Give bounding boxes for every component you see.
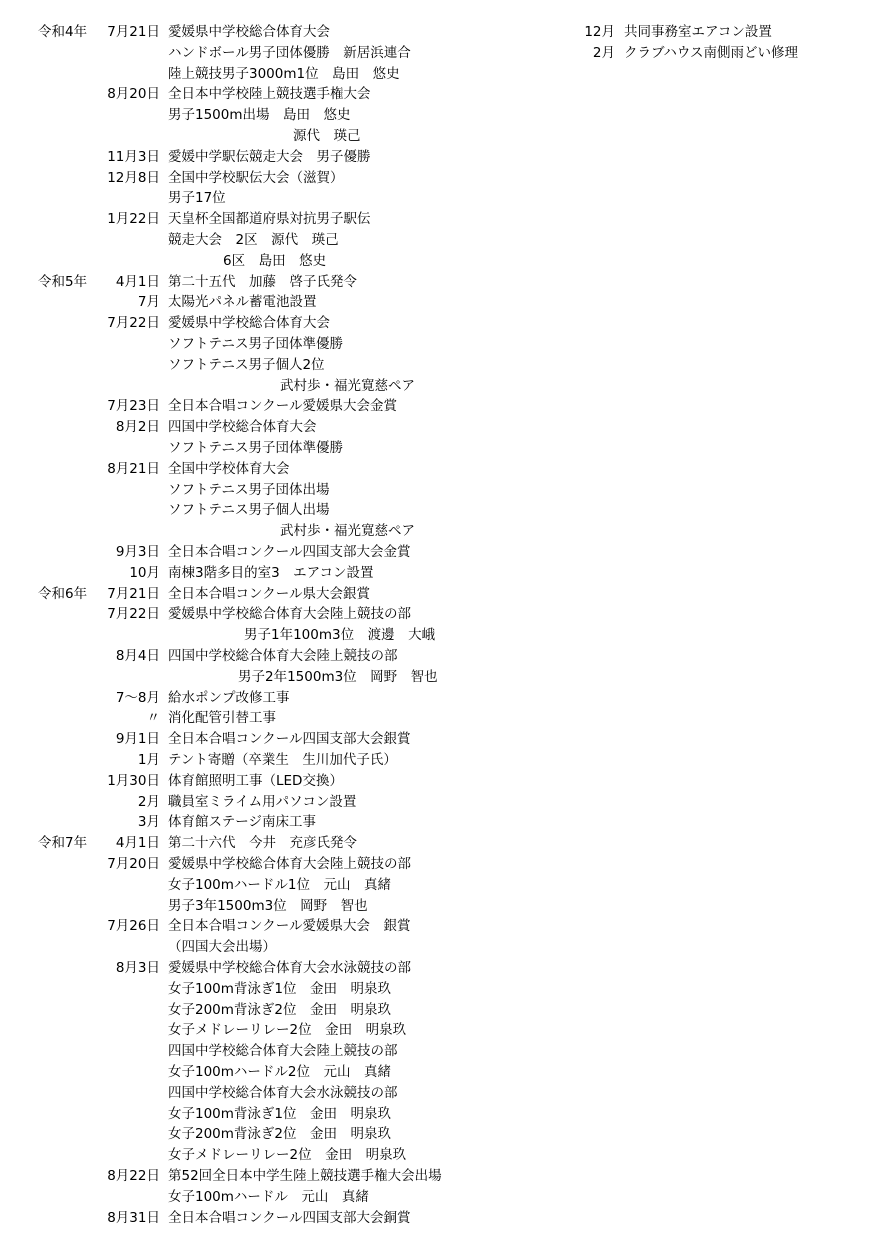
entry-text: 女子100mハードル1位 元山 真緒 [168, 876, 392, 893]
history-entry [0, 584, 886, 605]
entry-text: 陸上競技男子3000m1位 島田 悠史 [168, 65, 400, 82]
entry-text: 体育館ステージ南床工事 [168, 814, 316, 831]
history-entry [0, 729, 886, 750]
entry-text: ソフトテニス男子個人出場 [168, 502, 330, 519]
entry-text: 武村歩・福光寛慈ペア [280, 377, 415, 394]
history-entry [0, 792, 886, 813]
history-entry [0, 1145, 886, 1166]
history-entry [0, 625, 886, 646]
history-entry [0, 958, 886, 979]
history-entry [0, 1083, 886, 1104]
entry-date: 7月26日 [107, 918, 160, 935]
history-entry [0, 126, 886, 147]
entry-text: 体育館照明工事（LED交換） [168, 772, 343, 789]
entry-text: テント寄贈（卒業生 生川加代子氏） [168, 752, 397, 768]
entry-text: 四国中学校総合体育大会 [168, 419, 317, 436]
entry-text: 男子3年1500m3位 岡野 智也 [168, 897, 368, 914]
history-entry [0, 875, 886, 896]
entry-text: 男子2年1500m3位 岡野 智也 [238, 668, 438, 685]
entry-text: 消化配管引替工事 [168, 710, 276, 727]
history-entry [0, 646, 886, 667]
history-entry [0, 854, 886, 875]
entry-text: 第二十五代 加藤 啓子氏発令 [168, 273, 357, 290]
entry-text: ソフトテニス男子団体準優勝 [168, 336, 343, 352]
entry-text: 全日本合唱コンクール四国支部大会銅賞 [168, 1209, 411, 1226]
entry-date: 7月 [137, 294, 160, 311]
entry-text: 女子100mハードル 元山 真緒 [168, 1188, 369, 1205]
history-entry [0, 667, 886, 688]
entry-text: 給水ポンプ改修工事 [168, 689, 290, 706]
entry-date: 8月22日 [107, 1168, 160, 1184]
history-entry [0, 688, 886, 709]
entry-text: 全日本合唱コンクール愛媛県大会金賞 [168, 398, 397, 415]
entry-date: 11月3日 [107, 148, 160, 165]
entry-text: 愛媛県中学校総合体育大会水泳競技の部 [168, 960, 411, 976]
history-entry [0, 750, 886, 771]
entry-text: 全国中学校体育大会 [168, 460, 290, 477]
entry-text: 女子100m背泳ぎ1位 金田 明泉玖 [168, 1105, 392, 1122]
entry-date: 7月20日 [107, 856, 160, 872]
era-label: 令和6年 [38, 585, 88, 602]
era-label: 令和7年 [38, 835, 88, 852]
history-entry [0, 147, 886, 168]
entry-text: 女子200m背泳ぎ2位 金田 明泉玖 [168, 1126, 392, 1143]
entry-text: 全日本合唱コンクール愛媛県大会 銀賞 [168, 918, 411, 935]
history-entry [0, 542, 886, 563]
entry-text: 愛媛県中学校総合体育大会陸上競技の部 [168, 606, 411, 623]
entry-text: 南棟3階多目的室3 エアコン設置 [168, 564, 374, 581]
entry-text: 愛媛県中学校総合体育大会 [168, 24, 330, 40]
entry-text: 太陽光パネル蓄電池設置 [168, 294, 317, 311]
history-entry [0, 272, 886, 293]
history-entry [0, 313, 886, 334]
entry-date: 1月30日 [107, 772, 160, 789]
history-entry [0, 521, 886, 542]
entry-text: 第52回全日本中学生陸上競技選手権大会出場 [168, 1168, 442, 1184]
history-entry [0, 771, 886, 792]
entry-text: 愛媛中学駅伝競走大会 男子優勝 [168, 148, 371, 165]
entry-date: 7～8月 [115, 689, 160, 706]
entry-text: 女子メドレーリレー2位 金田 明泉玖 [168, 1147, 407, 1164]
entry-date: 7月22日 [107, 606, 160, 623]
entry-date: 8月31日 [107, 1209, 160, 1226]
history-entry [0, 64, 886, 85]
history-entry [0, 376, 886, 397]
entry-text: 天皇杯全国都道府県対抗男子駅伝 [168, 211, 371, 228]
entry-text: 女子200m背泳ぎ2位 金田 明泉玖 [168, 1001, 392, 1018]
entry-text: ソフトテニス男子団体準優勝 [168, 440, 343, 456]
history-entry [0, 230, 886, 251]
entry-date: 9月1日 [115, 731, 160, 748]
entry-text: 第二十六代 今井 充彦氏発令 [168, 835, 357, 852]
facility-date: 2月 [592, 44, 615, 61]
entry-date: 1月 [137, 752, 160, 768]
entry-date: 12月8日 [107, 169, 160, 186]
entry-text: （四国大会出場） [168, 939, 276, 956]
entry-date: 8月21日 [107, 460, 160, 477]
history-entry [0, 500, 886, 521]
era-label: 令和5年 [38, 273, 88, 290]
entry-date: 8月4日 [115, 648, 160, 664]
history-entry [0, 459, 886, 480]
history-entry [0, 1124, 886, 1145]
entry-text: 源代 瑛己 [293, 128, 361, 144]
entry-text: ハンドボール男子団体優勝 新居浜連合 [168, 44, 411, 61]
history-entry [0, 209, 886, 230]
entry-text: 男子1年100m3位 渡邊 大峨 [244, 627, 436, 644]
history-entry [0, 355, 886, 376]
history-entry [0, 292, 886, 313]
entry-text: 愛媛県中学校総合体育大会陸上競技の部 [168, 856, 411, 872]
history-entry [0, 812, 886, 833]
history-entry [0, 105, 886, 126]
entry-date: 9月3日 [115, 544, 160, 560]
entry-date: 7月21日 [107, 585, 160, 602]
history-entry [0, 1166, 886, 1187]
history-entry [0, 833, 886, 854]
entry-date: 10月 [129, 564, 160, 581]
entry-date: 8月3日 [115, 960, 160, 976]
entry-date: 7月22日 [107, 315, 160, 332]
entry-text: 女子メドレーリレー2位 金田 明泉玖 [168, 1022, 407, 1039]
history-entry [0, 251, 886, 272]
entry-text: 四国中学校総合体育大会水泳競技の部 [168, 1084, 398, 1101]
entry-text: 全日本合唱コンクール県大会銀賞 [168, 585, 370, 602]
facility-date: 12月 [584, 24, 615, 40]
era-label: 令和4年 [38, 24, 88, 40]
history-entry [0, 84, 886, 105]
entry-date: 4月1日 [115, 835, 160, 852]
entry-text: 競走大会 2区 源代 瑛己 [168, 232, 339, 248]
entry-text: 四国中学校総合体育大会陸上競技の部 [168, 648, 398, 664]
facility-text: 共同事務室エアコン設置 [624, 24, 772, 40]
history-entry [0, 604, 886, 625]
history-entry [0, 1041, 886, 1062]
entry-text: ソフトテニス男子個人2位 [168, 356, 325, 373]
entry-date: 7月21日 [107, 24, 160, 40]
history-entry [0, 896, 886, 917]
entry-text: 四国中学校総合体育大会陸上競技の部 [168, 1043, 398, 1060]
history-entry [0, 1208, 886, 1229]
history-entry [0, 1062, 886, 1083]
history-entry [0, 480, 886, 501]
history-entry [0, 1000, 886, 1021]
entry-text: 全日本中学校陸上競技選手権大会 [168, 86, 371, 103]
history-entry [0, 1104, 886, 1125]
history-entry [0, 563, 886, 584]
history-entry [0, 168, 886, 189]
history-entry [0, 438, 886, 459]
history-entry [0, 916, 886, 937]
entry-text: 全国中学校駅伝大会（滋賀） [168, 169, 344, 186]
facility-text: クラブハウス南側雨どい修理 [624, 44, 799, 61]
history-entry [0, 937, 886, 958]
history-entry [0, 188, 886, 209]
entry-text: 愛媛県中学校総合体育大会 [168, 315, 330, 332]
history-entry [0, 708, 886, 729]
entry-text: 全日本合唱コンクール四国支部大会金賞 [168, 544, 411, 560]
facility-entry [0, 22, 886, 43]
history-entry [0, 979, 886, 1000]
history-entry [0, 417, 886, 438]
history-entry [0, 396, 886, 417]
entry-text: 女子100m背泳ぎ1位 金田 明泉玖 [168, 980, 392, 997]
entry-text: 男子1500m出場 島田 悠史 [168, 107, 351, 124]
facility-entry [0, 43, 886, 64]
entry-text: 女子100mハードル2位 元山 真緒 [168, 1064, 392, 1080]
entry-date: 4月1日 [115, 273, 160, 290]
entry-text: 武村歩・福光寛慈ペア [280, 523, 415, 540]
entry-text: 6区 島田 悠史 [223, 252, 327, 269]
history-entry [0, 1187, 886, 1208]
entry-date: 2月 [137, 793, 160, 810]
entry-text: ソフトテニス男子団体出場 [168, 481, 330, 498]
entry-date: 3月 [137, 814, 160, 831]
history-entry [0, 1020, 886, 1041]
entry-date: 〃 [146, 710, 160, 727]
entry-date: 8月20日 [107, 86, 160, 103]
entry-date: 8月2日 [115, 419, 160, 436]
history-entry [0, 334, 886, 355]
entry-date: 7月23日 [107, 398, 160, 415]
entry-date: 1月22日 [107, 211, 160, 228]
entry-text: 全日本合唱コンクール四国支部大会銀賞 [168, 731, 411, 748]
entry-text: 男子17位 [168, 190, 226, 207]
entry-text: 職員室ミライム用パソコン設置 [168, 793, 357, 810]
